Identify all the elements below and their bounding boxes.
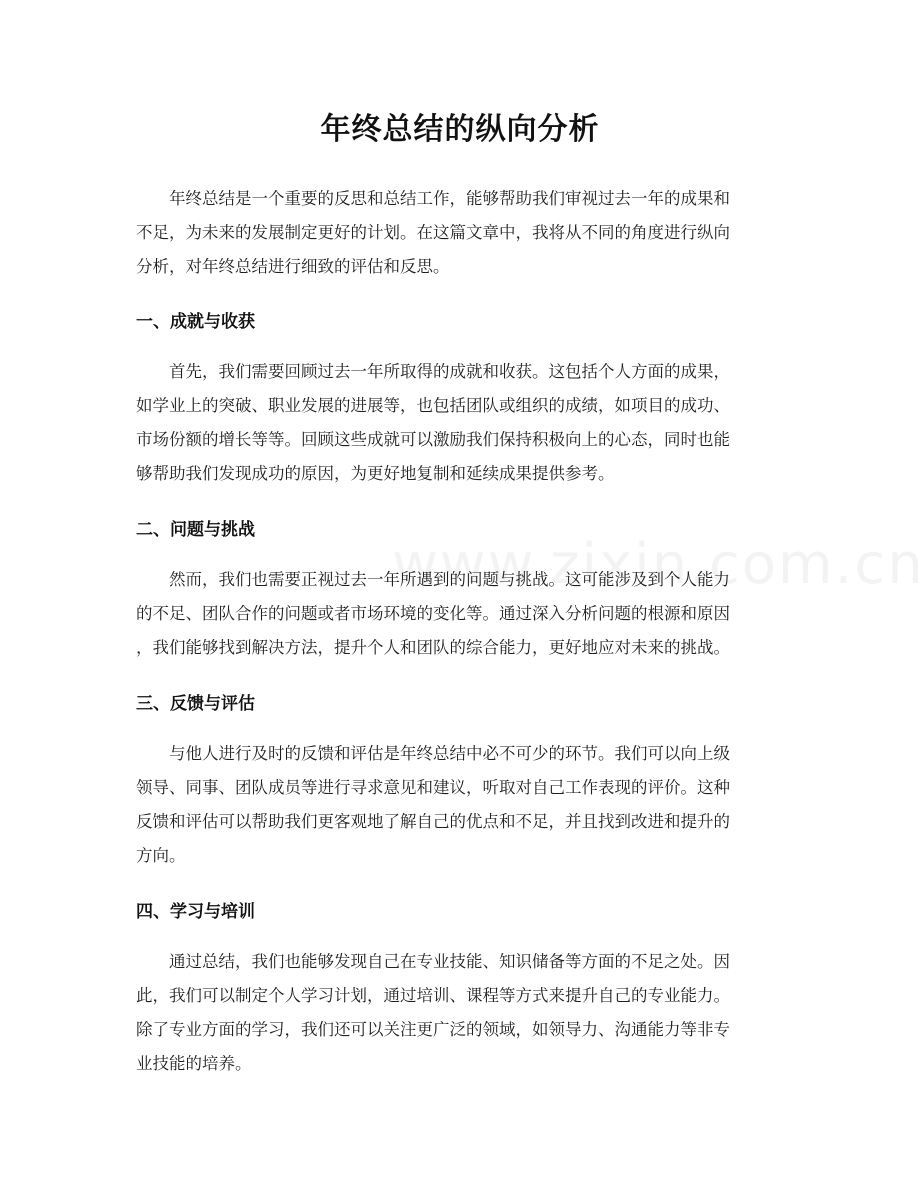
section-paragraph-feedback (136, 737, 790, 873)
section-paragraph-achievements (136, 355, 790, 491)
paragraph-line: 如学业上的突破、职业发展的进展等，也包括团队或组织的成绩，如项目的成功、 (136, 396, 730, 415)
paragraph-line: 然而，我们也需要正视过去一年所遇到的问题与挑战。这可能涉及到个人能力 (169, 570, 730, 589)
paragraph-line: 业技能的培养。 (136, 1054, 252, 1073)
document-title: 年终总结的纵向分析 (320, 112, 600, 147)
paragraph-line: 够帮助我们发现成功的原因，为更好地复制和延续成果提供参考。 (136, 464, 615, 483)
paragraph-line: 与他人进行及时的反馈和评估是年终总结中必不可少的环节。我们可以向上级 (169, 744, 730, 763)
section-heading-feedback: 三、反馈与评估 (136, 694, 255, 714)
paragraph-line: ，我们能够找到解决方法，提升个人和团队的综合能力，更好地应对未来的挑战。 (136, 638, 730, 657)
section-paragraph-learning (136, 945, 790, 1081)
paragraph-line: 通过总结，我们也能够发现自己在专业技能、知识储备等方面的不足之处。因 (169, 952, 730, 971)
paragraph-line: 反馈和评估可以帮助我们更客观地了解自己的优点和不足，并且找到改进和提升的 (136, 812, 730, 831)
section-heading-achievements: 一、成就与收获 (136, 312, 255, 332)
paragraph-line: 除了专业方面的学习，我们还可以关注更广泛的领域，如领导力、沟通能力等非专 (136, 1020, 730, 1039)
paragraph-line: 年终总结是一个重要的反思和总结工作，能够帮助我们审视过去一年的成果和 (169, 189, 730, 208)
paragraph-line: 领导、同事、团队成员等进行寻求意见和建议，听取对自己工作表现的评价。这种 (136, 778, 730, 797)
section-heading-learning: 四、学习与培训 (136, 902, 255, 922)
paragraph-line: 不足，为未来的发展制定更好的计划。在这篇文章中，我将从不同的角度进行纵向 (136, 223, 730, 242)
section-paragraph-problems (136, 563, 790, 665)
paragraph-line: 首先，我们需要回顾过去一年所取得的成就和收获。这包括个人方面的成果， (169, 362, 730, 381)
paragraph-line: 的不足、团队合作的问题或者市场环境的变化等。通过深入分析问题的根源和原因 (136, 604, 730, 623)
section-heading-problems: 二、问题与挑战 (136, 520, 255, 540)
paragraph-line: 方向。 (136, 846, 186, 865)
paragraph-line: 市场份额的增长等等。回顾这些成就可以激励我们保持积极向上的心态，同时也能 (136, 430, 730, 449)
intro-paragraph (136, 182, 790, 284)
paragraph-line: 此，我们可以制定个人学习计划，通过培训、课程等方式来提升自己的专业能力。 (136, 986, 730, 1005)
paragraph-line: 分析，对年终总结进行细致的评估和反思。 (136, 257, 450, 276)
